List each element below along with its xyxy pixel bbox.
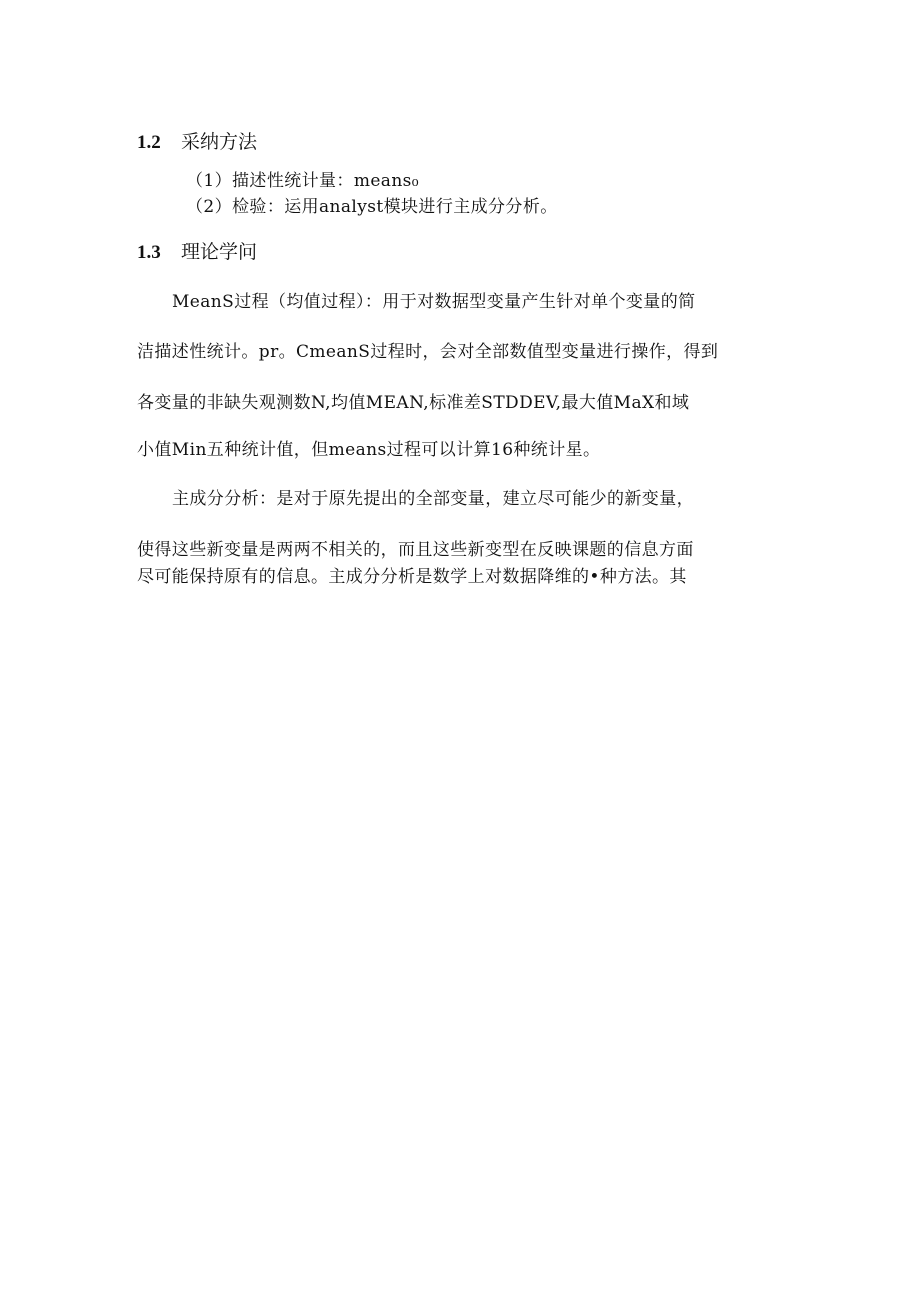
paragraph-line: 主成分分析：是对于原先提出的全部变量，建立尽可能少的新变量， <box>172 489 694 509</box>
section-number: 1.2 <box>137 132 161 153</box>
section-title: 采纳方法 <box>181 131 258 153</box>
paragraph-line: 使得这些新变量是两两不相关的，而且这些新变型在反映课题的信息方面 <box>137 540 694 560</box>
paragraph-line: 各变量的非缺失观测数N,均值MEAN,标准差STDDEV,最大值MaX和域 <box>137 393 690 413</box>
paragraph-line: 小值Min五种统计值，但means过程可以计算16种统计星。 <box>137 440 601 460</box>
method-item-2: （2）检验：运用analyst模块进行主成分分析。 <box>186 197 558 217</box>
section-title: 理论学问 <box>181 241 258 263</box>
section-heading-1-3 <box>137 240 257 265</box>
section-heading-1-2 <box>137 130 257 155</box>
paragraph-line: 尽可能保持原有的信息。主成分分析是数学上对数据降维的•种方法。其 <box>137 567 687 587</box>
section-number: 1.3 <box>137 242 161 263</box>
paragraph-line: MeanS过程（均值过程）：用于对数据型变量产生针对单个变量的简 <box>172 292 696 312</box>
method-item-1: （1）描述性统计量：means₀ <box>186 171 420 191</box>
paragraph-line: 洁描述性统计。pr。CmeanS过程时，会对全部数值型变量进行操作，得到 <box>137 342 719 362</box>
